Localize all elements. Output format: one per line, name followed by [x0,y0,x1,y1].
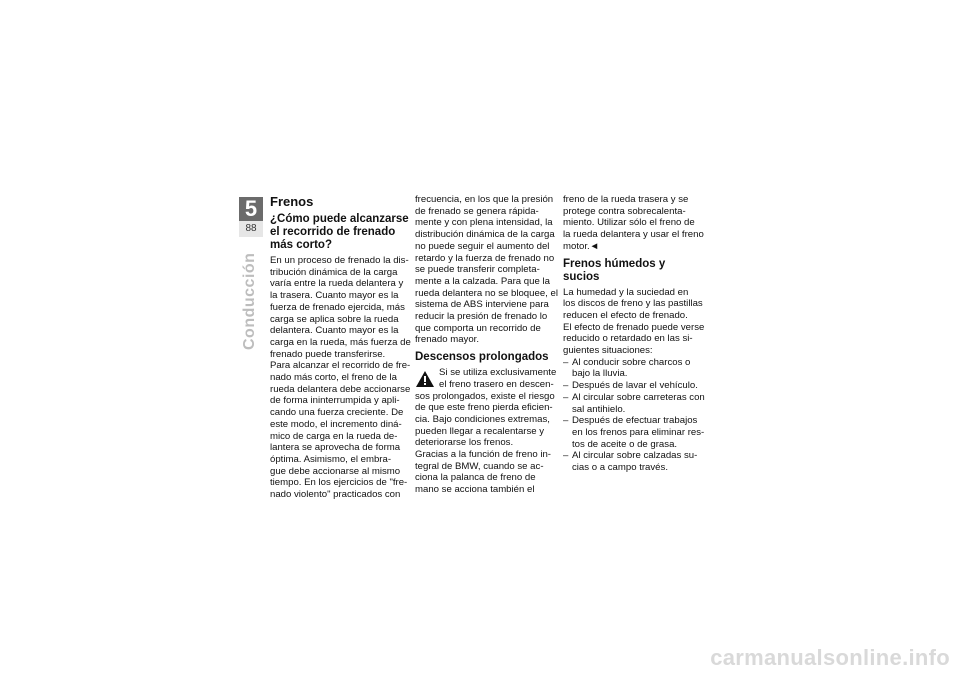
text-line: la trasera. Cuanto mayor es la [270,290,399,302]
text-line: este modo, el incremento diná- [270,418,402,430]
text-line: cias o a campo través. [572,462,668,474]
text-line: ciona la palanca de freno de [415,472,536,484]
subtitle-line: más corto? [270,239,332,251]
text-line: bajo la lluvia. [572,368,628,380]
chapter-title: Conducción [241,252,258,350]
list-item [563,415,705,450]
text-line: frecuencia, en los que la presión [415,194,554,205]
text-line: pueden llegar a recalentarse y [415,425,545,437]
text-line: carga se aplica sobre la rueda [270,313,399,325]
text-line: óptima. Asimismo, el embra- [270,453,392,465]
text-line: tribución dinámica de la carga [270,266,398,278]
chapter-tab [239,197,263,237]
text-line: reducen el efecto de frenado. [563,309,688,321]
text-line: Después de lavar el vehículo. [572,380,698,392]
text-line: tos de aceite o de grasa. [572,438,678,450]
list-item [563,357,699,380]
paragraph [563,286,703,322]
warning-triangle-icon [415,369,435,389]
text-line: guientes situaciones: [563,345,653,357]
paragraph [270,255,411,360]
text-line: gue debe accionarse al mismo [270,465,401,477]
text-line: reducir la presión de frenado lo [415,311,548,323]
text-line: sal antihielo. [572,403,626,415]
text-line: de forma ininterrumpida y apli- [270,395,400,407]
column-2 [415,194,558,496]
text-line: Si se utiliza exclusivamente [439,367,557,379]
text-line: motor.◄ [563,240,600,252]
text-line: deteriorarse los frenos. [415,437,514,449]
subtitle-line: ¿Cómo puede alcanzarse [270,213,409,225]
text-line: los discos de freno y las pastillas [563,298,703,310]
text-line: mente a la calzada. Para que la [415,275,550,287]
text-line: freno de la rueda trasera y se [563,194,689,205]
text-line: rueda delantera debe accionarse [270,383,411,395]
list-item [563,391,705,415]
list-item [563,450,699,473]
page-number: 88 [245,223,257,234]
paragraph [563,321,705,357]
text-line: Al circular sobre carreteras con [572,391,705,403]
text-line: el freno trasero en descen- [439,378,554,390]
paragraph [415,449,551,496]
warning-note [415,367,557,449]
text-line: Al circular sobre calzadas su- [572,450,698,462]
subsection-title: Descensos prolongados [415,351,549,364]
subtitle-line: el recorrido de frenado [270,226,396,238]
text-line: cando una fuerza creciente. De [270,407,404,419]
text-line: delantera. Cuanto mayor es la [270,325,399,337]
text-line: nado violento" practicados con [270,489,401,501]
text-line: sistema de ABS interviene para [415,299,549,311]
watermark: carmanualsonline.info [710,645,950,670]
text-line: Al conducir sobre charcos o [572,356,691,368]
text-line: nado más corto, el freno de la [270,372,397,384]
text-line: La humedad y la suciedad en [563,286,689,298]
text-line: Después de efectuar trabajos [572,415,698,427]
text-line: se puede transferir completa- [415,264,540,276]
text-line: lantera se aprovecha de forma [270,442,401,454]
list-dash: – [563,391,569,403]
list-dash: – [563,356,569,368]
text-line: frenado mayor. [415,334,479,346]
list-dash: – [563,415,569,427]
section-title: Frenos [270,194,314,209]
subsection-title: Frenos húmedos y sucios [563,257,666,283]
text-line: mente y con plena intensidad, la [415,217,553,229]
text-line: la rueda delantera y usar el freno [563,229,704,241]
text-line: El efecto de frenado puede verse [563,321,705,333]
paragraph [415,194,558,346]
paragraph [270,360,411,501]
text-line: fuerza de frenado ejercida, más [270,301,405,313]
text-line: tiempo. En los ejercicios de "fre- [270,477,408,489]
list-dash: – [563,450,569,462]
text-line: miento. Utilizar sólo el freno de [563,217,695,229]
text-line: mano se acciona también el [415,484,535,496]
text-line: de frenado se genera rápida- [415,205,539,217]
text-line: carga en la rueda, más fuerza de [270,336,411,348]
text-line: de que este freno pierda eficien- [415,402,553,414]
text-line: cia. Bajo condiciones extremas, [415,413,550,425]
text-line: Gracias a la función de freno in- [415,449,551,461]
text-line: frenado puede transferirse. [270,348,386,360]
list-dash: – [563,380,569,392]
text-line: retardo y la fuerza de frenado no [415,252,555,264]
chapter-number: 5 [239,197,263,221]
text-line: que comporta un recorrido de [415,322,541,334]
text-line: tegral de BMW, cuando se ac- [415,460,544,472]
text-line: sos prolongados, existe el riesgo [415,390,555,402]
text-line: no puede seguir el aumento del [415,240,550,252]
text-line: en los frenos para eliminar res- [572,426,705,438]
subsection-title [270,213,409,252]
text-line: distribución dinámica de la carga [415,229,555,241]
text-line: varía entre la rueda delantera y [270,278,404,290]
text-line: mico de carga en la rueda de- [270,430,398,442]
text-line: reducido o retardado en las si- [563,333,693,345]
text-line: En un proceso de frenado la dis- [270,255,409,266]
situations-list [563,356,705,474]
text-line: protege contra sobrecalenta- [563,205,686,217]
text-line: Para alcanzar el recorrido de fre- [270,360,411,372]
paragraph [563,194,704,253]
text-line: rueda delantera no se bloquee, el [415,287,558,299]
column-3 [563,194,705,474]
column-1 [270,194,411,501]
list-item [563,380,699,392]
